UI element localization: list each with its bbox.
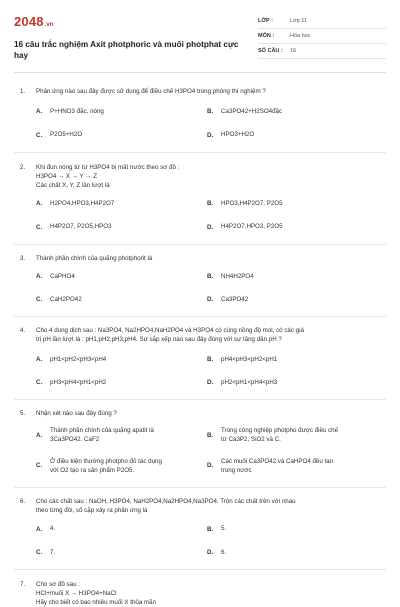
answer-option[interactable] (36, 222, 207, 231)
option-text-line: pH4<pH3<pH2<pH1 (221, 355, 278, 363)
meta-label: LỚP : (258, 18, 273, 24)
meta-table (258, 14, 386, 66)
option-text-line: pH3<pH4<pH1<pH2 (50, 378, 107, 386)
option-text-line: H4P2O7,HPO3, P2O5 (221, 223, 283, 231)
question-number: 3. (20, 254, 26, 262)
answer-option[interactable] (36, 272, 207, 281)
answer-option[interactable] (207, 378, 378, 387)
question-text-line: Hãy cho biết có bao nhiêu muối X thỏa mãn (36, 599, 157, 607)
option-letter: A. (36, 200, 43, 208)
question-text (36, 497, 378, 515)
question-text-line: Khi đun nóng từ từ H3PO4 bị mất nước theo sơ đồ : (36, 163, 180, 171)
answer-option[interactable] (36, 130, 207, 139)
answer-row (20, 457, 378, 475)
option-text-line: với O2 tạo ra sản phẩm P2O5. (50, 466, 135, 474)
logo-sub: .vn (44, 22, 54, 28)
answer-option[interactable] (207, 355, 378, 364)
answer-option[interactable] (36, 457, 207, 475)
answer-option[interactable] (36, 355, 207, 364)
option-letter: B. (207, 200, 214, 208)
answer-option[interactable] (207, 524, 378, 533)
question-list (14, 73, 386, 607)
answer-row (20, 355, 378, 364)
answer-row (20, 524, 378, 533)
question-text-line: theo từng đôi, số cặp xảy ra phản ứng là (36, 507, 148, 515)
question-number: 1. (20, 88, 26, 95)
option-letter: D. (207, 296, 214, 304)
answer-option[interactable] (207, 222, 378, 231)
answer-option[interactable] (207, 295, 378, 304)
option-text-line: H4P2O7, P2O5,HPO3 (50, 223, 112, 231)
option-letter: C. (36, 296, 43, 304)
option-text-line: P+HNO3 đặc, nóng (50, 108, 104, 116)
option-text-line: 5. (221, 525, 227, 533)
option-letter: C. (36, 378, 43, 386)
option-text (50, 457, 207, 475)
question-number: 5. (20, 410, 26, 418)
option-text (50, 130, 207, 139)
option-text (221, 457, 378, 475)
answer-row (20, 130, 378, 139)
option-letter: B. (207, 525, 214, 533)
option-text-line: Thành phần chính của quặng apatit là (50, 427, 154, 435)
answer-option[interactable] (207, 426, 378, 444)
answer-option[interactable] (36, 107, 207, 116)
site-logo[interactable] (14, 14, 249, 33)
option-letter: D. (207, 378, 214, 386)
document-title: 16 câu trắc nghiệm Axit photphoric và muối photphat cực hay (14, 40, 239, 60)
option-text-line: pH1<pH2<pH3<pH4 (50, 355, 107, 363)
brand-block (14, 14, 249, 66)
option-text-line: HPO3,H4P2O7, P2O5 (221, 200, 283, 208)
answer-option[interactable] (207, 199, 378, 208)
option-text-line: từ Ca3P2, SiO2 và C. (221, 436, 281, 444)
meta-row (258, 14, 386, 29)
question-text-line: Cho sơ đồ sau : (36, 580, 80, 588)
option-letter: C. (36, 548, 43, 556)
answer-row (20, 295, 378, 304)
question-number: 6. (20, 498, 26, 506)
question-stem (20, 326, 378, 344)
answer-option[interactable] (36, 295, 207, 304)
option-text (221, 548, 378, 557)
question-text-line: Các chất X, Y, Z lần lượt là (36, 182, 110, 190)
answer-option[interactable] (36, 426, 207, 444)
question-item (14, 73, 386, 153)
question-text (36, 163, 378, 191)
option-letter: C. (36, 131, 43, 139)
question-stem (20, 163, 378, 191)
question-item (14, 400, 386, 488)
option-letter: A. (36, 108, 43, 116)
question-text (36, 254, 378, 263)
answer-row (20, 426, 378, 444)
option-text (221, 295, 378, 304)
option-text (50, 107, 207, 116)
question-item (14, 153, 386, 245)
option-text-line: CaPHO4 (50, 272, 75, 280)
option-letter: D. (207, 223, 214, 231)
option-letter: B. (207, 355, 214, 363)
option-text (50, 355, 207, 364)
option-text (221, 130, 378, 139)
question-item (14, 317, 386, 400)
option-text-line: pH2<pH1<pH4<pH3 (221, 378, 278, 386)
option-text-line: 7. (50, 548, 56, 556)
option-text (221, 426, 378, 444)
option-letter: C. (36, 462, 43, 470)
option-text-line: 6. (221, 548, 227, 556)
answer-option[interactable] (207, 107, 378, 116)
answer-row (20, 548, 378, 557)
question-item (14, 488, 386, 570)
question-text-line: Thành phần chính của quặng photphorit là (36, 254, 153, 262)
option-letter: D. (207, 548, 214, 556)
option-text-line: Ở điều kiện thường photpho đỏ tác dụng (50, 457, 162, 465)
option-text (221, 199, 378, 208)
option-text-line: NH4H2PO4 (221, 272, 254, 280)
option-text (221, 107, 378, 116)
logo-main: 2048 (14, 14, 44, 29)
option-text-line: Ca3PO42 (221, 296, 249, 304)
option-text (50, 524, 207, 533)
question-text-line: Cho 4 dung dịch sau : Na3PO4, Na2HPO4,NaH2PO4 và H3PO4 có cùng nồng độ mol, có các giá (36, 327, 304, 335)
answer-option[interactable] (36, 199, 207, 208)
option-letter: D. (207, 131, 214, 139)
option-text-line: HPO3+H2O (221, 131, 255, 139)
question-text-line: HCl+muối X → H3PO4+NaCl (36, 590, 117, 598)
answer-row (20, 199, 378, 208)
question-text-line: Nhận xét nào sau đây đúng ? (36, 410, 117, 418)
question-stem (20, 580, 378, 607)
question-stem (20, 497, 378, 515)
question-text (36, 409, 378, 418)
option-text (221, 524, 378, 533)
option-text-line: Trong công nghiệp photpho được điều chế (221, 427, 339, 435)
meta-value: 16 (290, 48, 297, 54)
answer-option[interactable] (207, 272, 378, 281)
option-letter: D. (207, 462, 214, 470)
option-text (50, 548, 207, 557)
question-item (14, 245, 386, 318)
answer-row (20, 378, 378, 387)
option-letter: A. (36, 431, 43, 439)
question-text (36, 87, 378, 96)
option-letter: A. (36, 355, 43, 363)
question-text-line: H3PO4 → X → Y → Z (36, 172, 97, 180)
option-letter: C. (36, 223, 43, 231)
answer-option[interactable] (207, 457, 378, 475)
question-text (36, 580, 378, 607)
option-text (221, 378, 378, 387)
option-letter: B. (207, 431, 214, 439)
question-number: 4. (20, 327, 26, 335)
option-text (50, 295, 207, 304)
option-letter: A. (36, 272, 43, 280)
answer-row (20, 272, 378, 281)
answer-option[interactable] (207, 130, 378, 139)
question-stem (20, 409, 378, 418)
answer-option[interactable] (207, 548, 378, 557)
question-number: 2. (20, 163, 26, 171)
option-text-line: trong nước (221, 466, 252, 474)
question-text-line: trị pH lần lượt là : pH1,pH2,pH3,pH4. Sự sắp xếp nào sau đây đúng với sự tăng dần pH ? (36, 336, 282, 344)
meta-label: MÔN : (258, 33, 275, 39)
option-text (50, 426, 207, 444)
answer-option[interactable] (36, 378, 207, 387)
option-text (221, 355, 378, 364)
question-text-line: Cho các chất sau : NaOH, H3PO4, NaH2PO4,Na2HPO4,Na3PO4. Trộn các chất trên với nhau (36, 498, 296, 506)
option-text (50, 272, 207, 281)
option-text-line: P2O5+H2O (50, 131, 83, 139)
question-stem (20, 87, 378, 96)
meta-row (258, 29, 386, 44)
option-text-line: CaH2PO42 (50, 296, 82, 304)
option-text (221, 272, 378, 281)
question-text-line: Phản ứng nào sau đây được sử dụng để điều chế H3PO4 trong phòng thí nghiệm ? (36, 88, 266, 95)
option-letter: A. (36, 525, 43, 533)
meta-label: SỐ CÂU : (258, 48, 283, 54)
meta-value: Lớp 11 (290, 18, 307, 24)
answer-option[interactable] (36, 548, 207, 557)
question-stem (20, 254, 378, 263)
document-header (14, 0, 386, 66)
answer-row (20, 222, 378, 231)
option-text (221, 222, 378, 231)
option-text-line: Các muối Ca3PO42 và CaHPO4 đều tan (221, 457, 334, 465)
question-number: 7. (20, 580, 26, 588)
answer-option[interactable] (36, 524, 207, 533)
option-letter: B. (207, 108, 214, 116)
meta-row (258, 44, 386, 59)
option-text-line: Ca3PO42+H2SO4đặc (221, 108, 283, 116)
answer-row (20, 107, 378, 116)
option-text (50, 199, 207, 208)
option-text (50, 222, 207, 231)
option-text-line: H2PO4,HPO3,H4P2O7 (50, 200, 115, 208)
option-letter: B. (207, 272, 214, 280)
question-text (36, 326, 378, 344)
question-item (14, 570, 386, 607)
option-text-line: 3Ca3PO42. CaF2 (50, 436, 100, 444)
option-text (50, 378, 207, 387)
option-text-line: 4. (50, 525, 56, 533)
meta-value: Hóa học (290, 33, 311, 39)
